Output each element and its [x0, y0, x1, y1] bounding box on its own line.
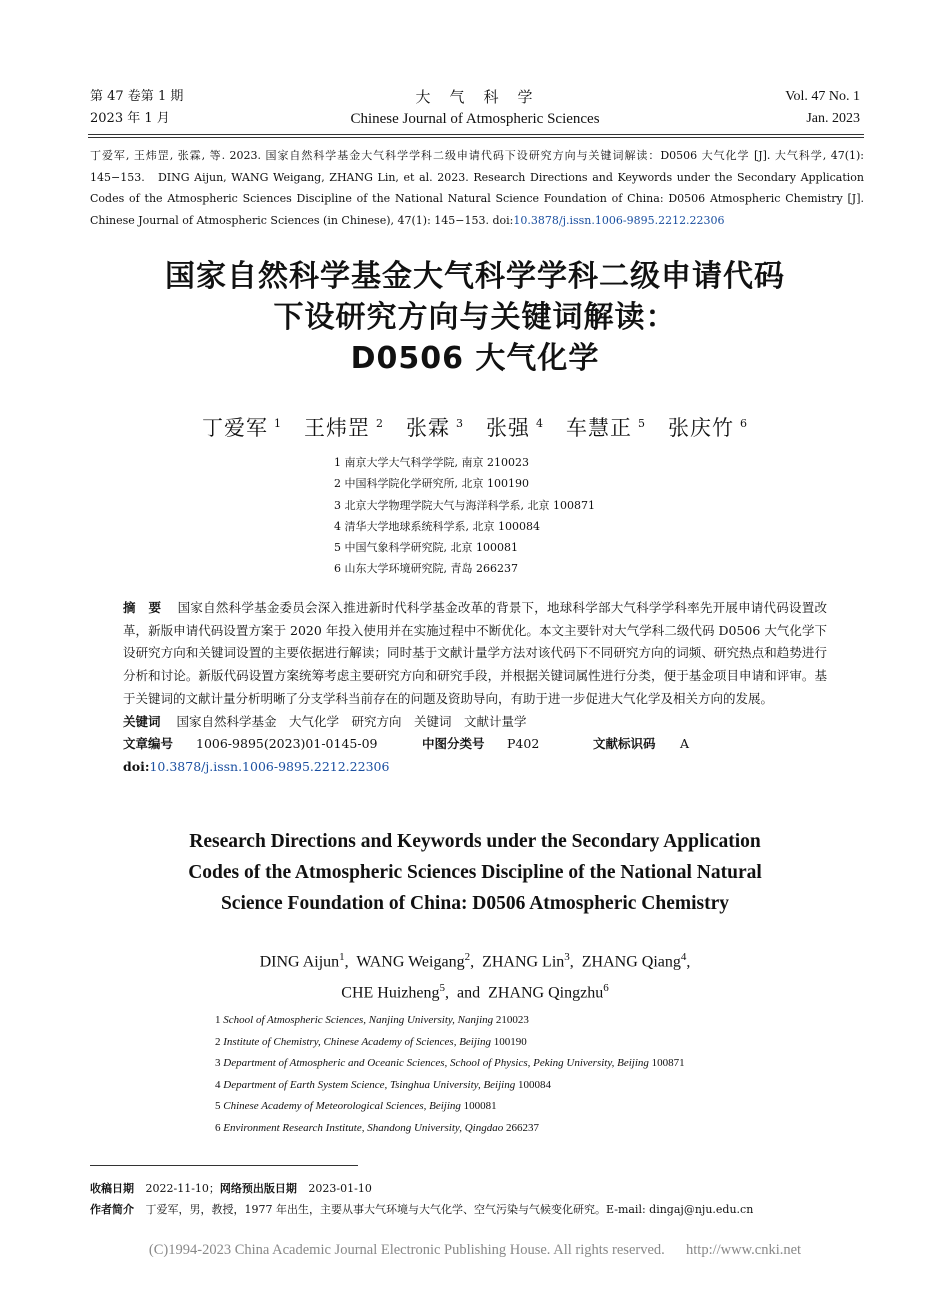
author-en: CHE Huizheng — [341, 984, 440, 1002]
doi-label: doi: — [123, 758, 150, 774]
journal-name-en: Chinese Journal of Atmospheric Sciences — [350, 111, 600, 127]
online-date: 2023-01-10 — [308, 1182, 372, 1195]
affiliation-en — [215, 1053, 685, 1075]
dates-line: 收稿日期 2022-11-10；网络预出版日期 2023-01-10 — [90, 1182, 372, 1195]
affiliation-en-num: 6 — [215, 1121, 221, 1134]
abstract-text: 国家自然科学基金委员会深入推进新时代科学基金改革的背景下，地球科学部大气科学学科率先开展申请代码设置改革，新版申请代码设置方案于 2020 年投入使用并在实施过程中不断优化。本文主要针对大气学科二级代码 D0506 大气化学下设研究方向和关键词设置的主要依据进行解读；同时基于文献计量学方法对该代码下不同研究方向的词频、研究热点和趋势进行分析和讨论。新版代码设置方案统筹考虑主要研究方向和研究手段，并根据关键词属性进行分类，便于基金项目申请和评审。基于关键词的文献计量分析明晰了分支学科当前存在的问题及资助导向，有助于进一步促进大气化学及相关方向的发展。 — [123, 600, 827, 706]
author-en-affil-mark: 3 — [564, 951, 570, 963]
affiliation-en-name: Environment Research Institute, Shandong University, Qingdao — [223, 1121, 504, 1134]
author-en-affil-mark: 1 — [339, 951, 345, 963]
clc-code: P402 — [507, 736, 540, 752]
affiliation-en-postcode: 210023 — [495, 1014, 529, 1026]
affiliation-en-num: 4 — [215, 1078, 221, 1091]
article-no: 1006-9895(2023)01-0145-09 — [196, 736, 378, 752]
author-cn: 丁爱军 — [202, 416, 268, 440]
affiliation-en-name: Chinese Academy of Meteorological Sciences, Beijing — [223, 1100, 461, 1112]
footnote-rule — [90, 1165, 358, 1166]
footnote — [90, 1178, 753, 1220]
date-en: Jan. 2023 — [806, 111, 860, 126]
affiliation-en-num: 1 — [215, 1014, 221, 1026]
title-en-line: Codes of the Atmospheric Sciences Discipline of the National Natural — [188, 862, 762, 883]
title-cn-line: D0506 大气化学 — [350, 341, 600, 376]
author-cn: 张强 — [486, 416, 530, 440]
journal-volume-en — [785, 86, 860, 130]
affiliation-cn: 5 中国气象科学研究院, 北京 100081 — [334, 541, 518, 555]
author-en-affil-mark: 4 — [680, 951, 687, 963]
article-no-label: 文章编号 — [123, 736, 174, 752]
authors-en-line — [0, 944, 950, 975]
affiliation-en-name: Institute of Chemistry, Chinese Academy of Sciences, Beijing — [223, 1035, 491, 1048]
cnki-url[interactable]: http://www.cnki.net — [686, 1242, 802, 1258]
affiliation-en — [215, 1096, 685, 1118]
header-rule — [88, 134, 864, 135]
title-cn — [0, 256, 950, 379]
authors-en-line — [0, 975, 950, 1006]
author-en-separator: , — [470, 953, 483, 971]
doi-line — [123, 756, 827, 779]
author-cn: 王炜罡 — [304, 416, 370, 440]
affiliations-cn — [334, 452, 595, 580]
author-en-separator: , and — [445, 984, 489, 1002]
authors-cn — [0, 412, 950, 442]
article-info-line — [123, 733, 827, 756]
author-en: ZHANG Qiang — [581, 953, 681, 971]
received-date: 2022-11-10 — [145, 1182, 209, 1195]
author-en-separator: , — [569, 953, 582, 971]
author-en-separator: , — [344, 953, 357, 971]
affiliations-en — [215, 1010, 685, 1139]
received-label: 收稿日期 — [90, 1182, 134, 1195]
clc-label: 中图分类号 — [422, 736, 485, 752]
affiliation-en-num: 3 — [215, 1057, 221, 1069]
affiliation-en-postcode: 100190 — [493, 1035, 527, 1048]
volume-en: Vol. 47 No. 1 — [785, 89, 860, 104]
author-cn: 车慧正 — [566, 416, 632, 440]
header-rule-2 — [88, 137, 864, 138]
author-cn-affil-mark: 6 — [740, 417, 748, 430]
author-en: ZHANG Lin — [482, 953, 565, 971]
affiliation-cn: 3 北京大学物理学院大气与海洋科学系, 北京 100871 — [334, 498, 595, 512]
title-en — [0, 826, 950, 919]
affiliation-en-postcode: 266237 — [505, 1121, 539, 1134]
bio-label: 作者简介 — [90, 1203, 134, 1216]
author-en-affil-mark: 6 — [603, 982, 609, 995]
affiliation-cn: 2 中国科学院化学研究所, 北京 100190 — [334, 477, 529, 491]
citation-doi-link[interactable]: 10.3878/j.issn.1006-9895.2212.22306 — [513, 213, 725, 227]
affiliation-en — [215, 1075, 685, 1097]
doc-code: A — [680, 736, 690, 752]
copyright-line — [0, 1242, 950, 1259]
title-en-line: Science Foundation of China: D0506 Atmospheric Chemistry — [220, 893, 730, 914]
affiliation-en-num: 5 — [215, 1100, 221, 1112]
author-cn: 张庆竹 — [668, 416, 734, 440]
author-cn-affil-mark: 5 — [638, 417, 646, 430]
affiliation-en-num: 2 — [215, 1035, 221, 1048]
affiliation-cn: 1 南京大学大气科学学院, 南京 210023 — [334, 456, 529, 469]
affiliation-en — [215, 1010, 685, 1032]
citation — [90, 145, 864, 231]
author-en: WANG Weigang — [356, 953, 465, 971]
author-cn-affil-mark: 3 — [456, 417, 464, 430]
affiliation-cn: 4 清华大学地球系统科学系, 北京 100084 — [334, 519, 540, 533]
citation-text: 丁爱军, 王炜罡, 张霖, 等. 2023. 国家自然科学基金大气科学学科二级申请代码下设研究方向与关键词解读：D0506 大气化学 [J]. 大气科学, 47(1): 145−153. DING Aijun, WANG Weigang, ZHANG Lin, et al. 2023. Research Directions and Keywords under the Secondary Application Codes of the Atmospheric Sciences Discipline of the National Natural Science Foundation of China: D0506 Atmospheric Chemistry [J]. Chinese Journal of Atmospheric Sciences (in Chinese), 47(1): 145−153. doi: — [90, 149, 864, 227]
author-en: ZHANG Qingzhu — [488, 984, 604, 1002]
author-en: DING Aijun — [259, 953, 340, 971]
author-bio: 丁爱军，男，教授，1977 年出生，主要从事大气环境与大气化学、空气污染与气候变化研究。E-mail: dingaj@nju.edu.cn — [145, 1203, 754, 1216]
abstract — [123, 597, 827, 779]
author-cn-affil-mark: 4 — [536, 417, 544, 430]
affiliation-en — [215, 1032, 685, 1054]
affiliation-en-name: Department of Atmospheric and Oceanic Sciences, School of Physics, Peking University, Beijing — [223, 1057, 649, 1069]
author-en-separator: , — [686, 953, 691, 971]
author-cn: 张霖 — [406, 416, 450, 440]
author-cn-affil-mark: 2 — [376, 417, 384, 430]
affiliation-en — [215, 1118, 685, 1140]
affiliation-en-postcode: 100871 — [651, 1057, 685, 1069]
doi-link[interactable]: 10.3878/j.issn.1006-9895.2212.22306 — [149, 758, 390, 774]
keywords: 国家自然科学基金 大气化学 研究方向 关键词 文献计量学 — [176, 713, 527, 729]
title-cn-line: 下设研究方向与关键词解读： — [273, 300, 677, 335]
bio-line — [90, 1199, 753, 1220]
title-en-line: Research Directions and Keywords under the Secondary Application — [189, 831, 761, 852]
issue-date: 2023 年 1 月 — [90, 111, 170, 126]
affiliation-en-name: School of Atmospheric Sciences, Nanjing University, Nanjing — [223, 1014, 494, 1026]
authors-en — [0, 944, 950, 1007]
author-en-affil-mark: 2 — [464, 951, 471, 963]
issue-volume: 第 47 卷第 1 期 — [90, 89, 184, 104]
copyright-text: (C)1994-2023 China Academic Journal Electronic Publishing House. All rights reserved. — [148, 1242, 665, 1258]
affiliation-en-postcode: 100081 — [463, 1100, 497, 1112]
affiliation-en-postcode: 100084 — [517, 1078, 551, 1091]
author-cn-affil-mark: 1 — [274, 417, 282, 430]
online-label: 网络预出版日期 — [219, 1182, 297, 1195]
abstract-paragraph — [123, 597, 827, 711]
affiliation-en-name: Department of Earth System Science, Tsinghua University, Beijing — [223, 1078, 516, 1091]
abstract-label: 摘 要 — [123, 600, 162, 615]
journal-name-cn: 大 气 科 学 — [415, 88, 535, 106]
title-cn-line: 国家自然科学基金大气科学学科二级申请代码 — [165, 259, 785, 294]
keywords-line — [123, 711, 827, 734]
affiliation-cn: 6 山东大学环境研究院, 青岛 266237 — [334, 562, 518, 576]
doc-code-label: 文献标识码 — [593, 736, 656, 752]
keywords-label: 关键词 — [123, 713, 161, 729]
author-en-affil-mark: 5 — [439, 982, 445, 995]
